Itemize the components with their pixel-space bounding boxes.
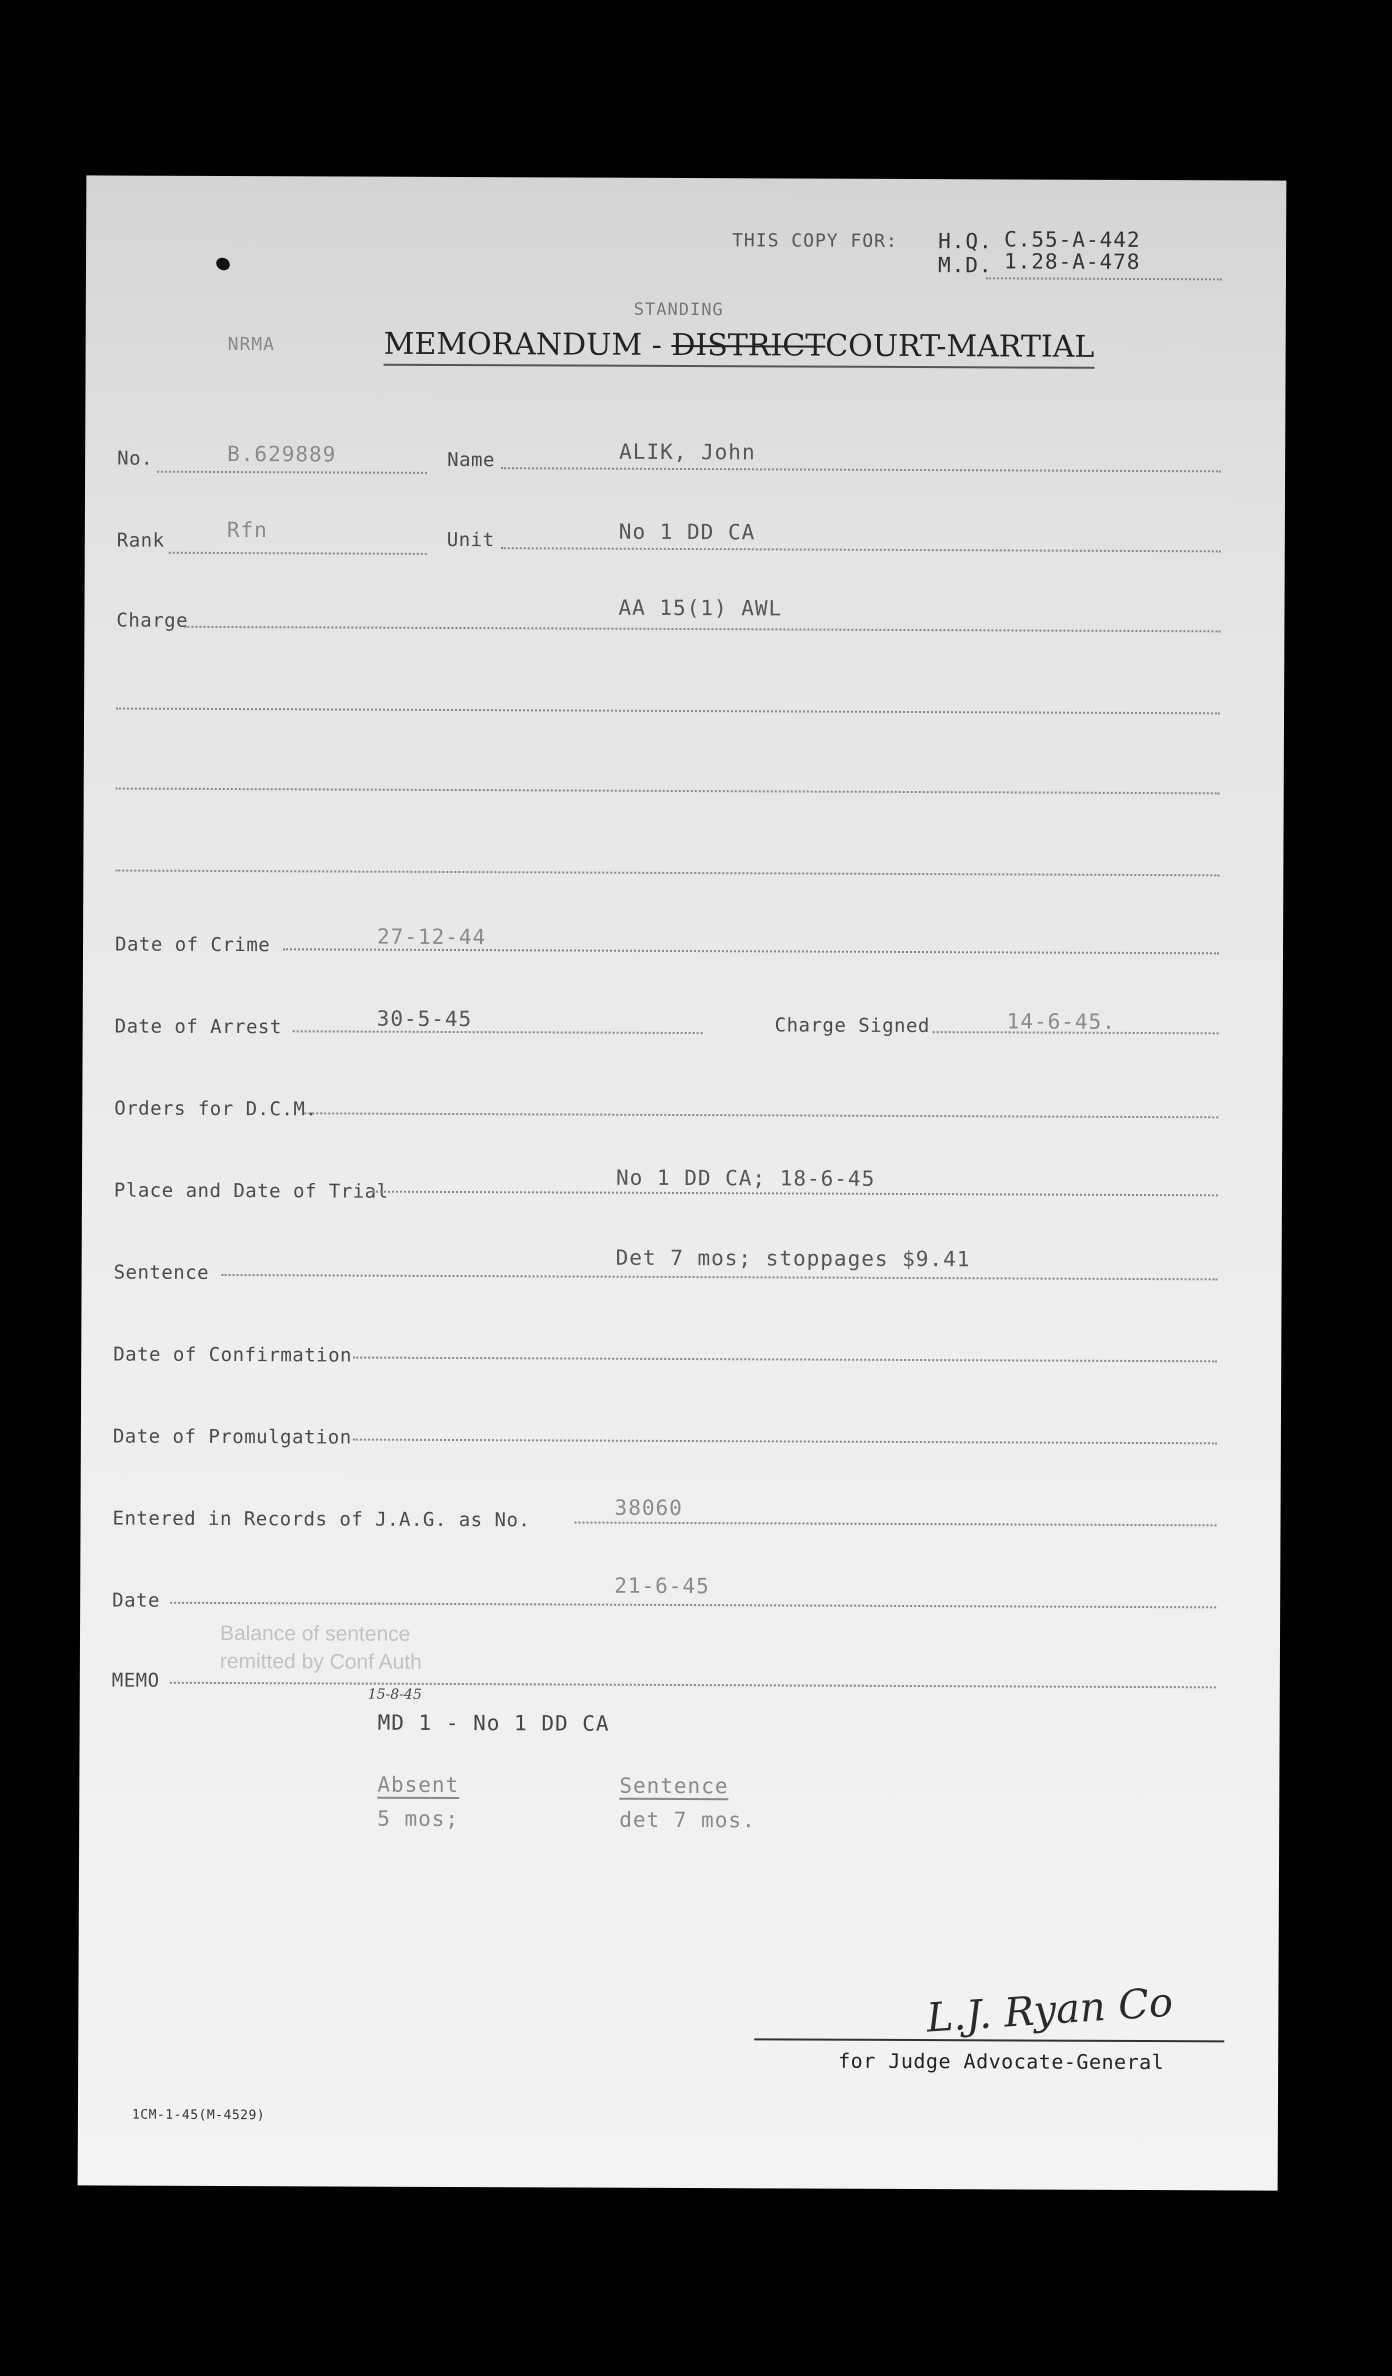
- date-label: Date: [112, 1589, 160, 1612]
- absent-header: Absent: [377, 1772, 460, 1798]
- charge-line-1: [184, 626, 1220, 633]
- charge-line-2: [116, 708, 1220, 715]
- nrma-stamp: NRMA: [227, 334, 276, 356]
- date-value: 21-6-45: [614, 1573, 710, 1599]
- date-of-crime-label: Date of Crime: [114, 933, 271, 957]
- date-promulgation-label: Date of Promulgation: [112, 1425, 352, 1449]
- place-date-trial-line: [372, 1191, 1218, 1197]
- absent-value: 5 mos;: [377, 1806, 460, 1832]
- entered-records-line: [575, 1522, 1217, 1527]
- soldier-name: ALIK, John: [619, 439, 756, 465]
- no-label: No.: [117, 447, 154, 470]
- md-reference: 1.28-A-478: [1003, 249, 1141, 274]
- date-line: [170, 1602, 1216, 1609]
- entered-records-label: Entered in Records of J.A.G. as No.: [112, 1507, 531, 1532]
- ink-blot: [214, 255, 232, 272]
- rank-value: Rfn: [226, 518, 268, 543]
- date-confirmation-label: Date of Confirmation: [113, 1343, 353, 1367]
- orders-line: [304, 1112, 1218, 1118]
- sentence-value: Det 7 mos; stoppages $9.41: [615, 1245, 971, 1272]
- sentence-line: [222, 1274, 1218, 1280]
- signature-caption: for Judge Advocate-General: [838, 2048, 1165, 2075]
- date-of-crime-value: 27-12-44: [377, 924, 487, 950]
- date-of-crime-line: [283, 948, 1219, 954]
- memo-md-line: MD 1 - No 1 DD CA: [377, 1710, 610, 1736]
- date-of-arrest-value: 30-5-45: [376, 1006, 473, 1032]
- charge-line-3: [116, 788, 1220, 795]
- charge-value: AA 15(1) AWL: [618, 595, 783, 621]
- sentence-label: Sentence: [113, 1261, 210, 1284]
- place-date-trial-value: No 1 DD CA; 18-6-45: [615, 1165, 876, 1191]
- entered-records-value: 38060: [614, 1495, 683, 1521]
- memo-line: [170, 1682, 1216, 1689]
- charge-signed-label: Charge Signed: [774, 1014, 930, 1038]
- date-of-arrest-line: [293, 1030, 703, 1034]
- rank-label: Rank: [116, 529, 165, 552]
- memo-handwritten-date: 15-8-45: [367, 1686, 422, 1703]
- struck-district: DISTRICT: [671, 327, 826, 364]
- charge-signed-value: 14-6-45.: [1006, 1009, 1116, 1034]
- unit-value: No 1 DD CA: [618, 519, 756, 545]
- date-promulgation-line: [353, 1439, 1217, 1445]
- md-label: M.D.: [937, 253, 993, 278]
- name-line: [501, 467, 1221, 472]
- memorandum-text: MEMORANDUM -: [383, 326, 662, 363]
- date-of-arrest-label: Date of Arrest: [114, 1015, 282, 1039]
- no-line: [157, 471, 427, 474]
- charge-line-4: [115, 870, 1219, 877]
- hq-label: H.Q.: [938, 229, 993, 254]
- service-number: B.629889: [227, 442, 337, 467]
- copy-for-label: THIS COPY FOR:: [732, 230, 898, 252]
- unit-line: [501, 547, 1221, 552]
- court-martial-text: COURT-MARTIAL: [825, 328, 1095, 365]
- signature-line: [754, 2038, 1224, 2042]
- unit-label: Unit: [446, 528, 495, 552]
- md-reference-line: [986, 277, 1222, 280]
- form-number: 1CM-1-45(M-4529): [131, 2107, 266, 2124]
- charge-label: Charge: [116, 609, 189, 632]
- memo-sentence-value: det 7 mos.: [619, 1807, 756, 1833]
- handwritten-signature: L.J. Ryan Co: [925, 1979, 1175, 2042]
- memo-faded-line-2: remitted by Conf Auth: [219, 1649, 422, 1674]
- document-page: [78, 175, 1287, 2190]
- date-confirmation-line: [353, 1357, 1217, 1363]
- standing-insert: STANDING: [633, 299, 724, 321]
- name-label: Name: [447, 448, 495, 472]
- sentence-header: Sentence: [619, 1773, 729, 1799]
- form-title: [384, 327, 1095, 369]
- memo-label: MEMO: [111, 1669, 160, 1692]
- hq-reference: C.55-A-442: [1004, 227, 1141, 252]
- orders-label: Orders for D.C.M.: [114, 1097, 318, 1121]
- place-date-trial-label: Place and Date of Trial: [113, 1179, 389, 1203]
- rank-line: [169, 552, 427, 555]
- memo-faded-line-1: Balance of sentence: [219, 1621, 411, 1646]
- charge-signed-line: [933, 1031, 1219, 1034]
